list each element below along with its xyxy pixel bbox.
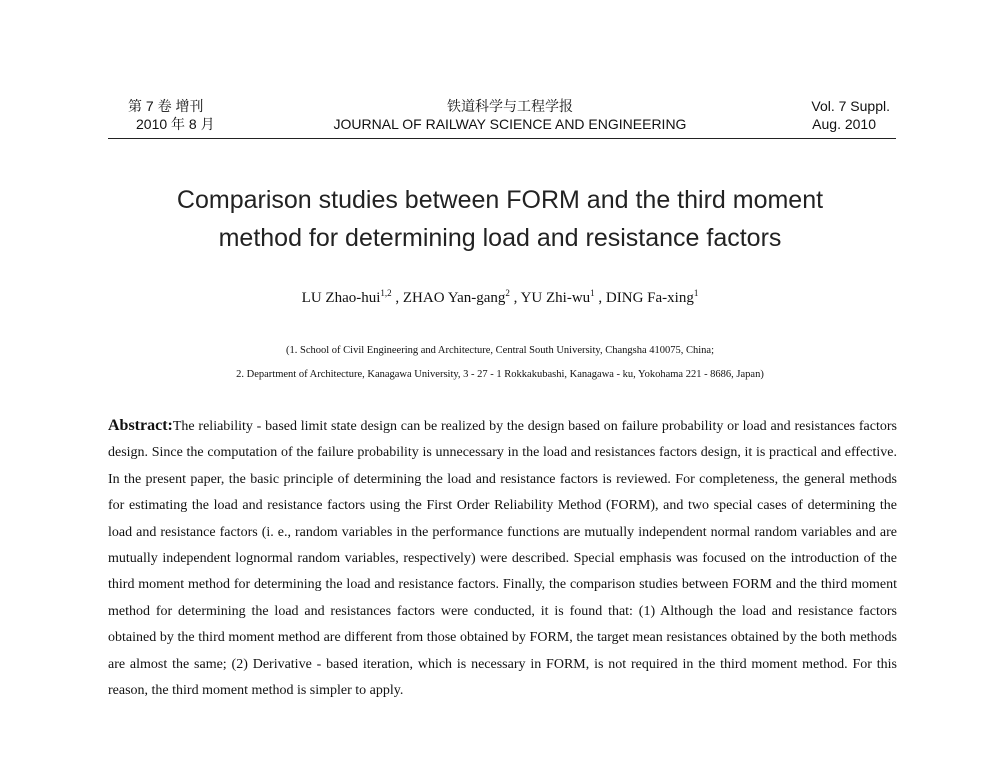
author-name: DING Fa-xing <box>605 290 694 306</box>
journal-volume-info-en <box>760 97 890 133</box>
author-separator: , <box>594 290 606 306</box>
affiliation-1: (1. School of Civil Engineering and Architecture, Central South University, Changsha 410075, China; <box>286 345 714 356</box>
author-name: YU Zhi-wu <box>520 290 591 306</box>
volume-issue-cn: 第 7 卷 增刊 <box>128 98 204 114</box>
author-name: ZHAO Yan-gang <box>402 290 506 306</box>
author-affiliation-mark: 1 <box>693 288 699 298</box>
author-affiliation-mark: 2 <box>505 288 510 298</box>
author-affiliation-mark: 1 <box>590 288 595 298</box>
journal-name <box>300 97 720 133</box>
author-affiliation-mark: 1,2 <box>380 288 392 298</box>
paper-title-line-2: method for determining load and resistance factors <box>218 224 782 252</box>
author-separator: , <box>509 290 521 306</box>
publication-date-en: Aug. 2010 <box>812 116 876 132</box>
journal-name-cn: 铁道科学与工程学报 <box>447 98 573 114</box>
journal-name-en: JOURNAL OF RAILWAY SCIENCE AND ENGINEERING <box>333 116 687 132</box>
abstract-text: The reliability - based limit state design can be realized by the design based on failure probability or load and resistances factors design. Since the computation of the failure probability is unnecessary in the load and resistances factors design, it is practical and effective. In the present paper, the basic principle of determining the load and resistance factors is reviewed. For completeness, the general methods for estimating the load and resistance factors using the First Order Reliability Method (FORM), and two special cases of determining the load and resistance factors (i. e., random variables in the performance functions are mutually independent normal random variables and are mutually independent lognormal random variables, respectively) were described. Special emphasis was focused on the introduction of the third moment method for determining the load and resistance factors. Finally, the comparison studies between FORM and the third moment method for determining the load and resistances factors were conducted, it is found that: (1) Although the load and resistance factors obtained by the third moment method are different from those obtained by FORM, the target mean resistances obtained by the both methods are almost the same; (2) Derivative - based iteration, which is necessary in FORM, is not required in the third moment method. For this reason, the third moment method is simpler to apply. <box>108 419 897 699</box>
abstract-label: Abstract: <box>108 417 173 434</box>
publication-date-cn: 2010 年 8 月 <box>136 116 215 132</box>
header-divider <box>108 138 896 139</box>
volume-issue-en: Vol. 7 Suppl. <box>811 98 890 114</box>
paper-title-line-1: Comparison studies between FORM and the third moment <box>176 186 824 214</box>
author-list <box>100 283 900 308</box>
author-separator: , <box>391 290 403 306</box>
journal-volume-info <box>128 97 238 133</box>
affiliation-2: 2. Department of Architecture, Kanagawa University, 3 - 27 - 1 Rokkakubashi, Kanagawa - ku, Yokohama 221 - 8686, Japan) <box>236 369 764 380</box>
author-name: LU Zhao-hui <box>301 290 381 306</box>
paper-title <box>100 181 900 257</box>
abstract <box>108 413 897 704</box>
